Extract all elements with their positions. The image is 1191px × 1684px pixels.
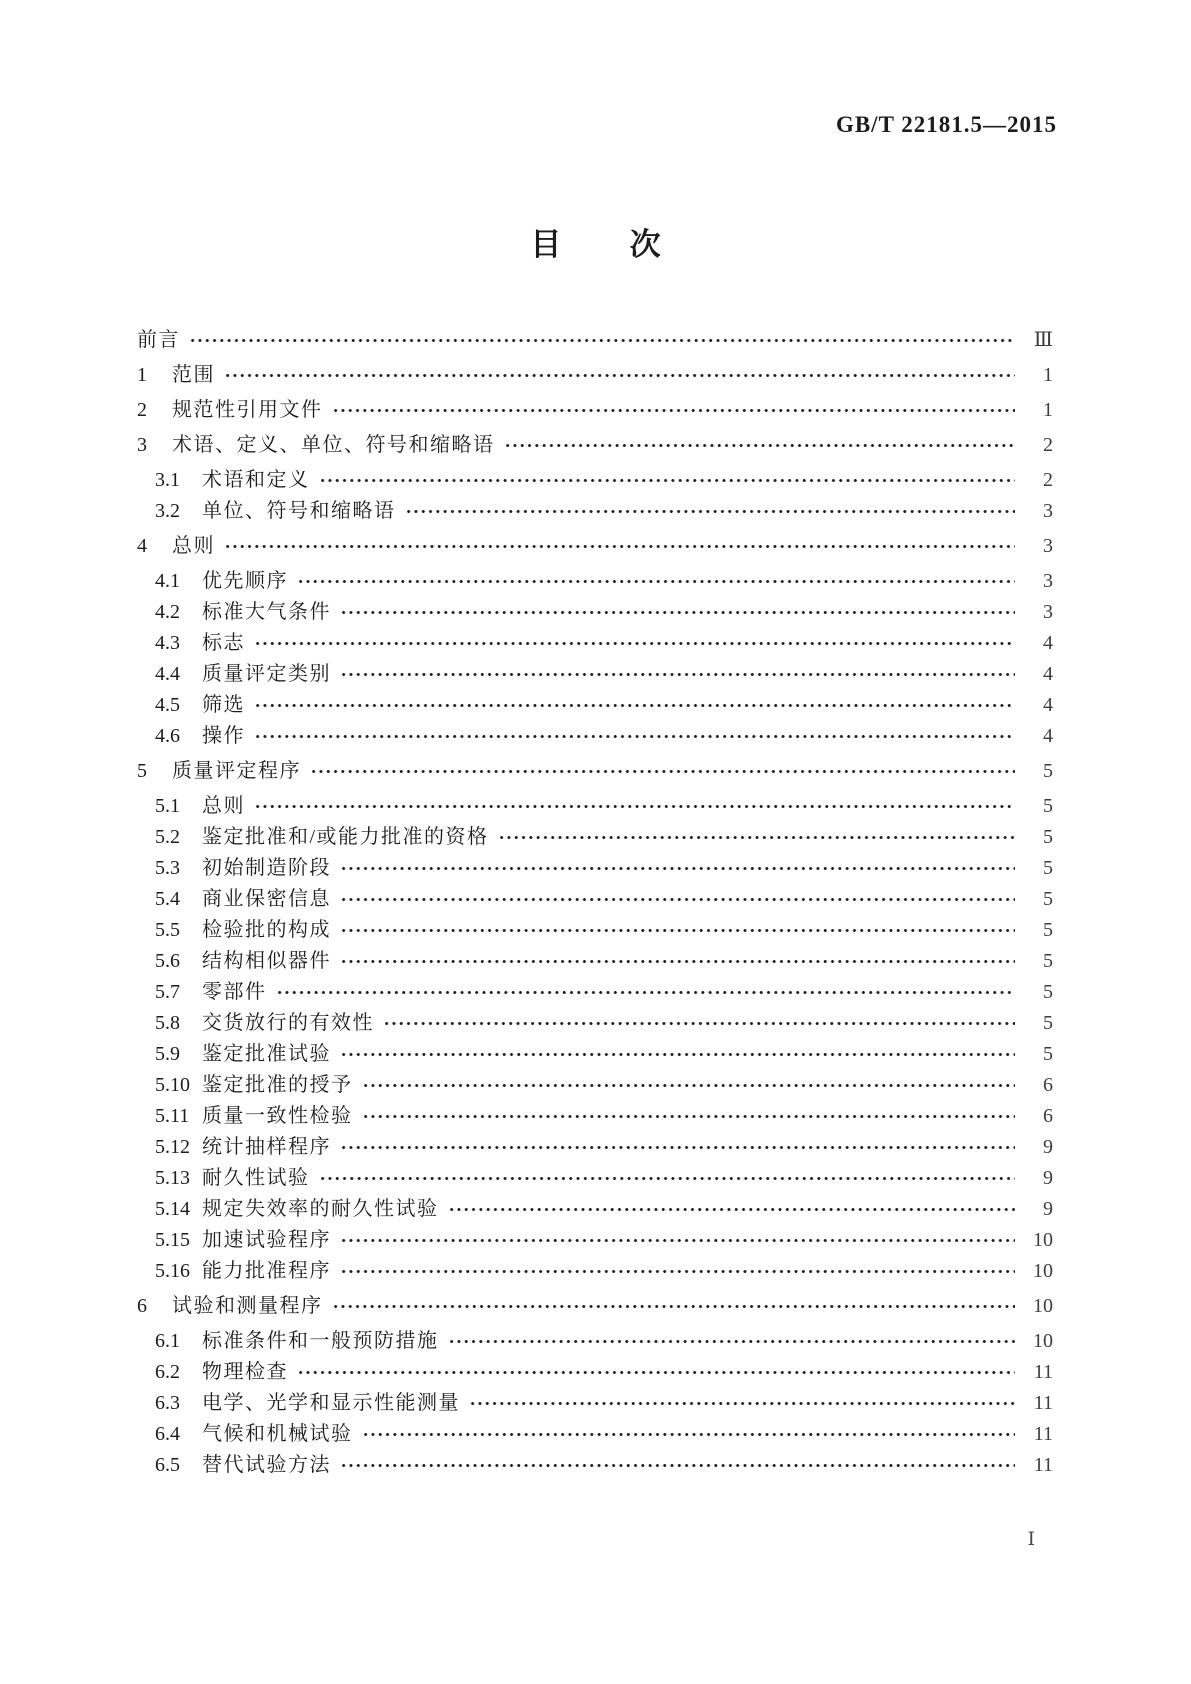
toc-entry	[137, 1163, 1053, 1194]
toc-entry	[137, 1388, 1053, 1419]
toc-entry-number: 4.5	[155, 694, 180, 716]
toc-entry	[137, 853, 1053, 884]
toc-entry-number: 3.2	[155, 500, 180, 522]
toc-entry	[137, 915, 1053, 946]
toc-entry	[137, 1008, 1053, 1039]
toc-entry-number: 5.7	[155, 981, 180, 1003]
dot-leader-icon	[224, 360, 1015, 391]
toc-entry-title: 统计抽样程序	[202, 1136, 331, 1158]
page-title	[0, 226, 1191, 264]
toc-entry	[137, 566, 1053, 597]
toc-entry-page: 5	[1043, 888, 1053, 910]
toc-entry-title: 鉴定批准和/或能力批准的资格	[202, 826, 489, 848]
dot-leader-icon	[340, 1039, 1015, 1070]
toc-entry-title: 耐久性试验	[202, 1167, 310, 1189]
toc-entry	[137, 465, 1053, 496]
dot-leader-icon	[340, 1132, 1015, 1163]
toc-entry-title: 总则	[172, 535, 215, 557]
toc-entry-title: 物理检查	[202, 1361, 288, 1383]
dot-leader-icon	[319, 1163, 1016, 1194]
dot-leader-icon	[340, 853, 1015, 884]
dot-leader-icon	[340, 597, 1015, 628]
page-title-text: 目次	[530, 227, 729, 262]
toc-entry-page: 5	[1043, 919, 1053, 941]
toc-entry-number: 5.1	[155, 795, 180, 817]
toc-entry-number: 5.10	[155, 1074, 190, 1096]
toc-entry-page: 1	[1043, 364, 1053, 386]
toc-entry-page: 2	[1043, 469, 1053, 491]
toc-entry-number: 4.2	[155, 601, 180, 623]
toc-entry-page: 3	[1043, 500, 1053, 522]
toc-entry-title: 前言	[137, 329, 180, 351]
toc-entry-title: 商业保密信息	[202, 888, 331, 910]
dot-leader-icon	[340, 884, 1015, 915]
toc-entry	[137, 946, 1053, 977]
dot-leader-icon	[362, 1070, 1016, 1101]
toc-entry-title: 电学、光学和显示性能测量	[202, 1392, 460, 1414]
toc-entry-number: 5.13	[155, 1167, 190, 1189]
toc-entry-page: 4	[1043, 632, 1053, 654]
toc-entry-number: 6.3	[155, 1392, 180, 1414]
toc-entry-page: 11	[1033, 1392, 1053, 1414]
dot-leader-icon	[448, 1326, 1016, 1357]
toc-entry	[137, 531, 1053, 562]
dot-leader-icon	[297, 566, 1015, 597]
dot-leader-icon	[362, 1419, 1016, 1450]
toc-entry	[137, 1132, 1053, 1163]
toc-entry-number: 5.14	[155, 1198, 190, 1220]
toc-entry	[137, 1326, 1053, 1357]
toc-entry	[137, 756, 1053, 787]
standard-code: GB/T 22181.5—2015	[835, 112, 1057, 137]
toc-entry-page: 6	[1043, 1105, 1053, 1127]
toc-entry-number: 6.1	[155, 1330, 180, 1352]
toc-entry-page: 11	[1033, 1454, 1053, 1476]
toc-entry-number: 4	[137, 535, 147, 557]
toc-entry	[137, 791, 1053, 822]
toc-entry-number: 3	[137, 434, 147, 456]
toc-entry-number: 5.15	[155, 1229, 190, 1251]
toc-entry-number: 5.12	[155, 1136, 190, 1158]
toc-entry-page: 4	[1043, 725, 1053, 747]
toc-entry-title: 术语、定义、单位、符号和缩略语	[172, 434, 495, 456]
toc-entry-number: 2	[137, 399, 147, 421]
toc-entry-title: 优先顺序	[202, 570, 288, 592]
dot-leader-icon	[332, 395, 1016, 426]
toc-entry	[137, 628, 1053, 659]
toc-entry	[137, 822, 1053, 853]
toc-entry	[137, 1419, 1053, 1450]
toc-entry	[137, 721, 1053, 752]
toc-entry-title: 气候和机械试验	[202, 1423, 353, 1445]
toc-entry	[137, 977, 1053, 1008]
toc-entry-title: 单位、符号和缩略语	[202, 500, 396, 522]
dot-leader-icon	[254, 628, 1015, 659]
toc-entry-page: 5	[1043, 857, 1053, 879]
toc-entry-page: 11	[1033, 1423, 1053, 1445]
dot-leader-icon	[254, 791, 1015, 822]
toc-entry-number: 6.2	[155, 1361, 180, 1383]
toc-entry-page: 4	[1043, 663, 1053, 685]
toc-entry-title: 范围	[172, 364, 215, 386]
toc-entry-number: 5.8	[155, 1012, 180, 1034]
dot-leader-icon	[310, 756, 1015, 787]
dot-leader-icon	[340, 1450, 1015, 1481]
dot-leader-icon	[254, 690, 1015, 721]
toc-entry-number: 6	[137, 1295, 147, 1317]
toc-entry-title: 试验和测量程序	[172, 1295, 323, 1317]
toc-entry-title: 筛选	[202, 694, 245, 716]
toc-entry	[137, 597, 1053, 628]
toc-entry-number: 4.4	[155, 663, 180, 685]
toc-entry-page: 5	[1043, 981, 1053, 1003]
toc-entry-title: 标志	[202, 632, 245, 654]
dot-leader-icon	[405, 496, 1016, 527]
toc-entry	[137, 430, 1053, 461]
toc-entry	[137, 395, 1053, 426]
toc-entry-title: 质量一致性检验	[202, 1105, 353, 1127]
toc-entry	[137, 1070, 1053, 1101]
toc-entry-title: 质量评定程序	[172, 760, 301, 782]
dot-leader-icon	[297, 1357, 1015, 1388]
toc-entry-title: 替代试验方法	[202, 1454, 331, 1476]
toc-entry-number: 5.2	[155, 826, 180, 848]
dot-leader-icon	[469, 1388, 1015, 1419]
toc-entry-title: 规定失效率的耐久性试验	[202, 1198, 439, 1220]
dot-leader-icon	[340, 1256, 1015, 1287]
toc-entry-page: 9	[1043, 1136, 1053, 1158]
toc-entry-page: 3	[1043, 601, 1053, 623]
toc-entry-number: 5.6	[155, 950, 180, 972]
dot-leader-icon	[340, 1225, 1015, 1256]
dot-leader-icon	[362, 1101, 1016, 1132]
toc-entry-page: 5	[1043, 760, 1053, 782]
toc-entry-title: 标准大气条件	[202, 601, 331, 623]
toc-entry-title: 交货放行的有效性	[202, 1012, 374, 1034]
toc-entry-page: 3	[1043, 535, 1053, 557]
toc-entry-page: 1	[1043, 399, 1053, 421]
toc-entry	[137, 1291, 1053, 1322]
toc-entry-title: 加速试验程序	[202, 1229, 331, 1251]
toc-entry-page: 10	[1033, 1229, 1053, 1251]
toc-entry-number: 6.5	[155, 1454, 180, 1476]
toc-entry-title: 规范性引用文件	[172, 399, 323, 421]
toc-entry-page: 5	[1043, 795, 1053, 817]
toc-entry-title: 零部件	[202, 981, 267, 1003]
toc-entry-page: 9	[1043, 1198, 1053, 1220]
toc-entry-title: 术语和定义	[202, 469, 310, 491]
toc-list	[137, 321, 1053, 1481]
toc-entry	[137, 884, 1053, 915]
toc-entry-page: Ⅲ	[1033, 329, 1053, 351]
toc-entry-number: 5.5	[155, 919, 180, 941]
toc-entry	[137, 1225, 1053, 1256]
toc-entry-number: 5	[137, 760, 147, 782]
dot-leader-icon	[448, 1194, 1016, 1225]
toc-entry-page: 11	[1033, 1361, 1053, 1383]
toc-entry-number: 4.3	[155, 632, 180, 654]
toc-entry	[137, 325, 1053, 356]
toc-entry-page: 6	[1043, 1074, 1053, 1096]
toc-entry-title: 初始制造阶段	[202, 857, 331, 879]
toc-entry	[137, 1450, 1053, 1481]
toc-entry	[137, 1256, 1053, 1287]
toc-entry-page: 10	[1033, 1260, 1053, 1282]
toc-entry-page: 4	[1043, 694, 1053, 716]
toc-entry-title: 操作	[202, 725, 245, 747]
dot-leader-icon	[254, 721, 1015, 752]
toc-entry	[137, 659, 1053, 690]
toc-entry-page: 5	[1043, 950, 1053, 972]
footer-page-number: Ⅰ	[1027, 1529, 1035, 1550]
toc-entry-number: 6.4	[155, 1423, 180, 1445]
dot-leader-icon	[340, 946, 1015, 977]
toc-entry-title: 结构相似器件	[202, 950, 331, 972]
toc-entry-number: 5.3	[155, 857, 180, 879]
toc-entry	[137, 1357, 1053, 1388]
toc-entry-title: 能力批准程序	[202, 1260, 331, 1282]
toc-entry-page: 2	[1043, 434, 1053, 456]
toc-entry	[137, 1101, 1053, 1132]
toc-entry	[137, 1039, 1053, 1070]
dot-leader-icon	[224, 531, 1015, 562]
toc-entry	[137, 360, 1053, 391]
toc-entry-number: 1	[137, 364, 147, 386]
toc-entry-page: 3	[1043, 570, 1053, 592]
toc-entry-title: 鉴定批准的授予	[202, 1074, 353, 1096]
dot-leader-icon	[319, 465, 1016, 496]
dot-leader-icon	[189, 325, 1015, 356]
dot-leader-icon	[332, 1291, 1016, 1322]
toc-entry-page: 5	[1043, 826, 1053, 848]
toc-entry	[137, 496, 1053, 527]
dot-leader-icon	[383, 1008, 1015, 1039]
toc-entry-title: 质量评定类别	[202, 663, 331, 685]
toc-entry-number: 5.4	[155, 888, 180, 910]
dot-leader-icon	[498, 822, 1015, 853]
toc-entry	[137, 690, 1053, 721]
dot-leader-icon	[276, 977, 1016, 1008]
toc-entry-number: 4.1	[155, 570, 180, 592]
dot-leader-icon	[504, 430, 1016, 461]
toc-entry-number: 5.16	[155, 1260, 190, 1282]
toc-entry-title: 标准条件和一般预防措施	[202, 1330, 439, 1352]
toc-entry-number: 3.1	[155, 469, 180, 491]
toc-entry-title: 鉴定批准试验	[202, 1043, 331, 1065]
toc-entry-page: 9	[1043, 1167, 1053, 1189]
toc-entry-page: 10	[1033, 1330, 1053, 1352]
toc-entry-page: 10	[1033, 1295, 1053, 1317]
toc-entry-title: 总则	[202, 795, 245, 817]
toc-entry-number: 5.9	[155, 1043, 180, 1065]
toc-entry-title: 检验批的构成	[202, 919, 331, 941]
toc-entry-page: 5	[1043, 1043, 1053, 1065]
toc-entry-number: 5.11	[155, 1105, 190, 1127]
dot-leader-icon	[340, 915, 1015, 946]
toc-entry-page: 5	[1043, 1012, 1053, 1034]
toc-entry-number: 4.6	[155, 725, 180, 747]
dot-leader-icon	[340, 659, 1015, 690]
toc-entry	[137, 1194, 1053, 1225]
